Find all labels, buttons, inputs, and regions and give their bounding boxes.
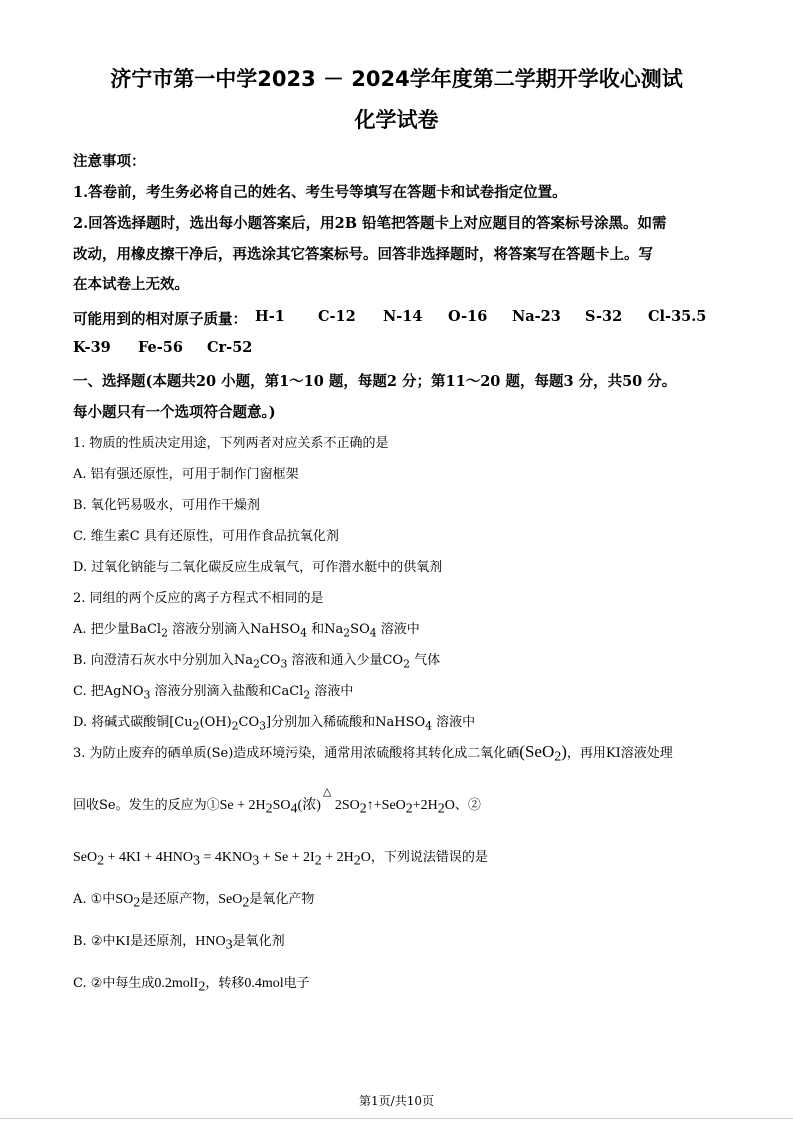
atomic-mass-s: S-32 (585, 308, 623, 325)
atomic-mass-cl: Cl-35.5 (648, 308, 707, 325)
atomic-mass-label: 可能用到的相对原子质量： (73, 311, 247, 328)
q1-option-a: A. 铝有强还原性，可用于制作门窗框架 (73, 467, 299, 482)
q1-stem: 1. 物质的性质决定用途，下列两者对应关系不正确的是 (73, 436, 389, 451)
atomic-mass-fe: Fe-56 (138, 339, 183, 356)
q2-option-b: B. 向澄清石灰水中分别加入$Na_2CO_3$ 溶液和通入少量$CO_2$ 气体 (73, 653, 441, 671)
q1-option-c: C. 维生素C 具有还原性，可用作食品抗氧化剂 (73, 529, 339, 544)
atomic-mass-k: K-39 (73, 339, 111, 356)
q3-stem: 3. 为防止废弃的硒单质(Se)造成环境污染，通常用浓硫酸将其转化成二氧化硒(SeO$_2$)，再用KI溶液处理 (73, 742, 673, 765)
atomic-mass-na: Na-23 (512, 308, 561, 325)
atomic-mass-o: O-16 (448, 308, 488, 325)
notes-item-2-line-2: 改动，用橡皮擦干净后，再选涂其它答案标号。回答非选择题时，将答案写在答题卡上。写 (73, 246, 653, 263)
atomic-mass-h: H-1 (255, 308, 285, 325)
q2-stem: 2. 同组的两个反应的离子方程式不相同的是 (73, 591, 324, 606)
atomic-mass-n: N-14 (383, 308, 423, 325)
q2-option-a: A. 把少量BaCl$_2$ 溶液分别滴入NaHSO$_4$ 和$Na_2SO_4$ 溶液中 (73, 622, 420, 640)
bottom-rule (0, 1118, 793, 1119)
page-title: 济宁市第一中学2023 － 2024学年度第二学期开学收心测试 (110, 67, 683, 91)
q1-option-d: D. 过氧化钠能与二氧化碳反应生成氧气，可作潜水艇中的供氧剂 (73, 560, 443, 575)
q3-option-c: C. ②中每生成0.2molI$_2$，转移0.4mol电子 (73, 976, 310, 995)
q3-option-a: A. ①中$SO_2$是还原产物，SeO$_2$是氧化产物 (73, 892, 315, 911)
q3-reaction-line-2: $SeO_2 + 4KI + 4HNO_3 = 4KNO_3 + Se + 2I_2 + 2H_2O$，下列说法错误的是 (73, 850, 488, 869)
page-number: 第1页/共10页 (359, 1094, 434, 1108)
page-subtitle: 化学试卷 (354, 108, 439, 132)
q3-reaction-line-1: 回收Se。发生的反应为①Se + $2H_2SO_4$(浓) △ $2SO_2↑+SeO_2+2H_2O$、② (73, 786, 481, 817)
q3-option-b: B. ②中KI是还原剂，$HNO_3$是氧化剂 (73, 934, 285, 953)
atomic-mass-cr: Cr-52 (207, 339, 253, 356)
notes-item-1: 1.答卷前，考生务必将自己的姓名、考生号等填写在答题卡和试卷指定位置。 (73, 184, 567, 201)
notes-item-2-line-1: 2.回答选择题时，选出每小题答案后，用2B 铅笔把答题卡上对应题目的答案标号涂黑。如需 (73, 215, 667, 232)
atomic-mass-c: C-12 (318, 308, 356, 325)
heat-condition: △ (322, 786, 332, 798)
notes-heading: 注意事项： (73, 153, 146, 170)
q1-option-b: B. 氧化钙易吸水，可用作干燥剂 (73, 498, 260, 513)
q2-option-c: C. 把AgNO$_3$ 溶液分别滴入盐酸和CaCl$_2$ 溶液中 (73, 684, 354, 702)
q2-option-d: D. 将碱式碳酸铜$[Cu_2(OH)_2CO_3]$分别加入稀硫酸和NaHSO$_4$ 溶液中 (73, 715, 476, 733)
section-1-heading: 一、选择题(本题共20 小题，第1～10 题，每题2 分；第11～20 题，每题3 分，共50 分。 (73, 373, 677, 390)
section-1-heading-cont: 每小题只有一个选项符合题意。) (73, 404, 276, 421)
notes-item-2-line-3: 在本试卷上无效。 (73, 276, 189, 293)
